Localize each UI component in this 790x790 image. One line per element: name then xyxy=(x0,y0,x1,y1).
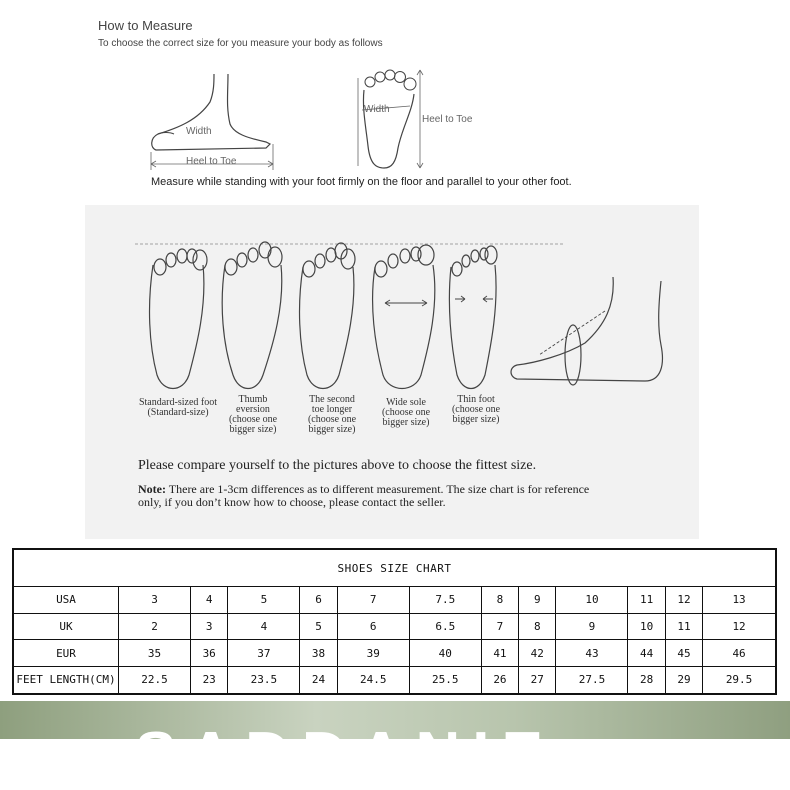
side-heel-to-toe-label: Heel to Toe xyxy=(186,156,237,167)
measure-title: How to Measure xyxy=(98,18,193,33)
top-heel-to-toe-label: Heel to Toe xyxy=(422,114,473,125)
table-row xyxy=(13,587,776,614)
table-cell: 4 xyxy=(228,613,300,640)
table-cell: 29 xyxy=(665,666,702,694)
table-cell: 24 xyxy=(300,666,337,694)
standard-foot-icon xyxy=(150,249,207,389)
table-cell: 24.5 xyxy=(337,666,409,694)
table-cell: 6 xyxy=(300,587,337,614)
foot-type-caption: Standard-sized foot (Standard-size) xyxy=(138,397,218,418)
wide-sole-foot-icon xyxy=(373,245,435,389)
table-cell: 7 xyxy=(481,613,518,640)
table-cell: 3 xyxy=(119,587,191,614)
table-cell: 22.5 xyxy=(119,666,191,694)
measure-note: Measure while standing with your foot firmly on the floor and parallel to your other foot. xyxy=(151,176,572,188)
foot-type-caption: The second toe longer (choose one bigger size) xyxy=(307,394,357,435)
table-cell: 11 xyxy=(665,613,702,640)
how-to-measure-section xyxy=(98,14,698,194)
table-cell: 29.5 xyxy=(703,666,776,694)
table-cell: 12 xyxy=(703,613,776,640)
row-label: EUR xyxy=(13,640,119,667)
table-cell: 23 xyxy=(191,666,228,694)
table-cell: 27 xyxy=(519,666,556,694)
table-cell: 43 xyxy=(556,640,628,667)
table-cell: 38 xyxy=(300,640,337,667)
measure-subtitle: To choose the correct size for you measure your body as follows xyxy=(98,38,383,49)
foot-type-caption: Thin foot (choose one bigger size) xyxy=(451,394,501,425)
table-cell: 10 xyxy=(628,613,665,640)
table-cell: 7.5 xyxy=(409,587,481,614)
table-cell: 35 xyxy=(119,640,191,667)
instep-foot-icon xyxy=(511,277,662,385)
table-cell: 5 xyxy=(300,613,337,640)
table-cell: 3 xyxy=(191,613,228,640)
thin-foot-icon xyxy=(449,246,497,389)
table-cell: 26 xyxy=(481,666,518,694)
table-cell: 42 xyxy=(519,640,556,667)
table-cell: 36 xyxy=(191,640,228,667)
table-cell: 9 xyxy=(556,613,628,640)
compare-instruction: Please compare yourself to the pictures above to choose the fittest size. xyxy=(138,458,537,473)
table-cell: 5 xyxy=(228,587,300,614)
size-chart-title: SHOES SIZE CHART xyxy=(13,549,776,587)
second-toe-longer-foot-icon xyxy=(300,243,355,389)
table-cell: 8 xyxy=(481,587,518,614)
foot-type-caption: Wide sole (choose one bigger size) xyxy=(381,397,431,428)
size-note xyxy=(138,483,608,509)
table-cell: 4 xyxy=(191,587,228,614)
table-cell: 9 xyxy=(519,587,556,614)
row-label: UK xyxy=(13,613,119,640)
table-cell: 37 xyxy=(228,640,300,667)
foot-type-caption: Thumb eversion (choose one bigger size) xyxy=(228,394,278,435)
table-cell: 40 xyxy=(409,640,481,667)
brand-text: SADDANIE xyxy=(135,720,555,789)
foot-outlines xyxy=(85,205,699,395)
table-row xyxy=(13,613,776,640)
table-cell: 23.5 xyxy=(228,666,300,694)
note-text: There are 1-3cm differences as to different measurement. The size chart is for reference only, if you don’t know how to choose, please contact the seller. xyxy=(138,482,590,509)
table-cell: 6 xyxy=(337,613,409,640)
table-cell: 11 xyxy=(628,587,665,614)
note-label: Note: xyxy=(138,482,166,496)
shoes-size-chart xyxy=(12,548,777,695)
table-cell: 7 xyxy=(337,587,409,614)
brand-banner xyxy=(0,701,790,789)
table-cell: 10 xyxy=(556,587,628,614)
table-cell: 13 xyxy=(703,587,776,614)
table-cell: 27.5 xyxy=(556,666,628,694)
thumb-eversion-foot-icon xyxy=(222,242,282,389)
table-cell: 46 xyxy=(703,640,776,667)
row-label: FEET LENGTH(CM) xyxy=(13,666,119,694)
table-title-row xyxy=(13,549,776,587)
table-cell: 6.5 xyxy=(409,613,481,640)
table-cell: 39 xyxy=(337,640,409,667)
table-row xyxy=(13,666,776,694)
foot-types-panel xyxy=(85,205,699,539)
table-cell: 8 xyxy=(519,613,556,640)
table-cell: 41 xyxy=(481,640,518,667)
table-cell: 44 xyxy=(628,640,665,667)
side-width-label: Width xyxy=(186,126,212,137)
table-cell: 12 xyxy=(665,587,702,614)
row-label: USA xyxy=(13,587,119,614)
table-cell: 2 xyxy=(119,613,191,640)
table-cell: 28 xyxy=(628,666,665,694)
table-cell: 45 xyxy=(665,640,702,667)
top-width-label: Width xyxy=(364,104,390,115)
table-row xyxy=(13,640,776,667)
table-cell: 25.5 xyxy=(409,666,481,694)
